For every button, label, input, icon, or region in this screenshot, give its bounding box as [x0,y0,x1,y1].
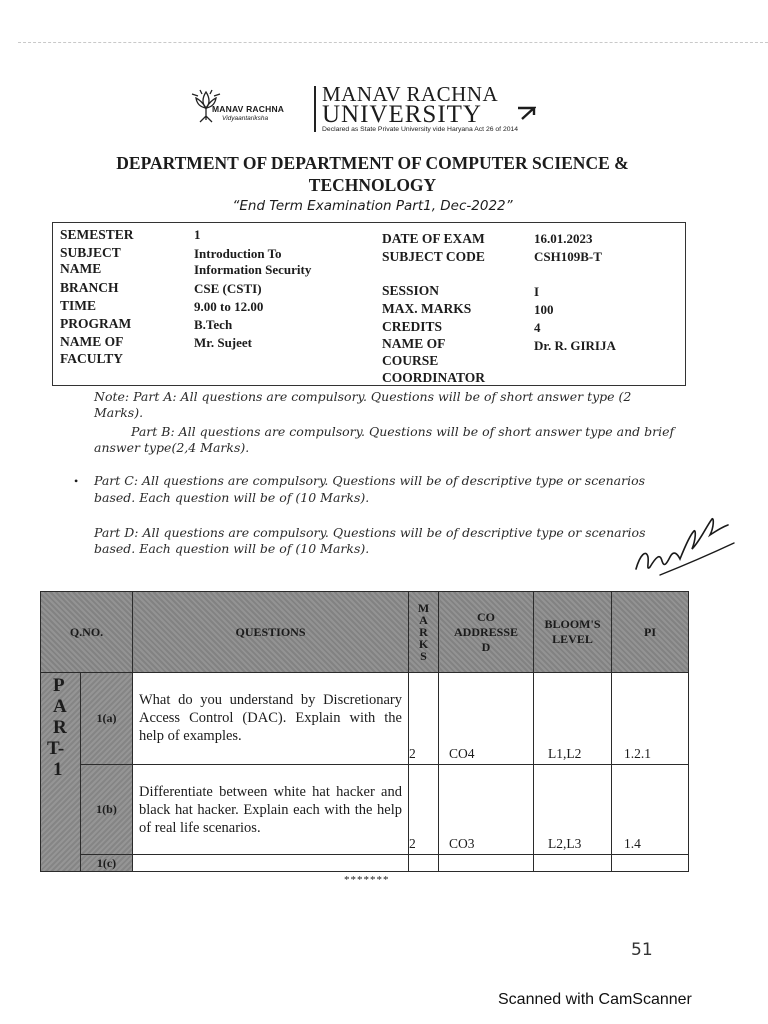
subject-name-label-2: NAME [60,261,102,276]
question-text-cell [133,673,409,765]
time-label: TIME [60,298,97,313]
handwritten-page-mark [630,938,656,960]
handwritten-signature [630,505,740,585]
max-marks-label: MAX. MARKS [382,301,472,316]
question-number: 1(b) [81,765,133,855]
part-letter: 1 [53,759,63,780]
subject-name-value-2: Information Security [194,262,312,277]
header-questions: QUESTIONS [133,592,409,673]
branch-value: CSE (CSTI) [194,281,262,296]
university-name-line2: UNIVERSITY [322,101,482,128]
note-part-a-line-2: Marks). [94,405,144,420]
header-marks [409,592,439,673]
credits-value: 4 [534,320,541,335]
header-co-line-3: D [481,639,491,654]
coordinator-label-2: COURSE [382,353,439,368]
coordinator-label-1: NAME OF [382,336,446,351]
question-marks: 2 [409,765,439,855]
header-pi: PI [612,592,689,673]
table-row [41,855,689,872]
header-blooms-level [534,592,612,673]
question-number: 1(c) [81,855,133,872]
header-marks-letter: M [417,601,430,615]
end-stars: ******* [344,874,390,886]
subject-name-label-1: SUBJECT [60,245,121,260]
branch-label: BRANCH [60,280,119,295]
note-part-d-line-1: Part D: All questions are compulsory. Questions will be of descriptive type or scenarios [94,525,646,540]
header-blooms-line-1: BLOOM'S [544,617,601,631]
part-letter: P [53,675,65,696]
table-header-row [41,592,689,673]
header-co-line-2: ADDRESSE [453,624,519,639]
part-letter: R [53,717,67,738]
page-mark-text: 51 [631,940,653,960]
note-part-a-line-1: Note: Part A: All questions are compulsory. Questions will be of short answer type (2 [94,389,632,404]
question-text-cell [133,765,409,855]
credits-label: CREDITS [382,319,443,334]
faculty-label-1: NAME OF [60,334,124,349]
subject-code-value: CSH109B-T [534,249,602,264]
question-text [133,855,409,872]
program-label: PROGRAM [60,316,132,331]
table-row [41,673,689,765]
program-value: B.Tech [194,317,233,332]
part-letter: A [53,696,67,717]
question-pi: 1.2.1 [612,673,689,765]
note-bullet: • [74,474,79,488]
faculty-value: Mr. Sujeet [194,335,253,350]
part-label-cell [41,673,81,872]
department-title [60,152,685,196]
table-row [41,765,689,855]
question-number: 1(a) [81,673,133,765]
exam-info-fields [52,222,684,384]
date-label: DATE OF EXAM [382,231,485,246]
question-text: Differentiate between white hat hacker and black hat hacker. Explain each with the help of real life scenarios. [139,784,402,836]
semester-value: 1 [194,227,201,242]
question-co: CO3 [439,765,534,855]
time-value: 9.00 to 12.00 [194,299,264,314]
session-value: I [534,284,540,299]
question-text: What do you understand by Discretionary Access Control (DAC). Explain with the help of examples. [139,692,402,744]
institution-logo [182,86,310,130]
part-letter: T- [47,738,65,759]
university-declared: Declared as State Private University vide Haryana Act 26 of 2014 [322,126,519,133]
date-value: 16.01.2023 [534,231,593,246]
faculty-label-2: FACULTY [60,351,124,366]
department-line-2: TECHNOLOGY [308,175,437,195]
question-bloom [534,855,612,872]
exam-title: “End Term Examination Part1, Dec-2022” [232,198,513,214]
question-bloom: L2,L3 [534,765,612,855]
max-marks-value: 100 [534,302,554,317]
note-part-d-line-2: based. Each question will be of (10 Marks). [94,541,370,556]
department-line-1: DEPARTMENT OF DEPARTMENT OF COMPUTER SCIENCE & [116,153,629,173]
note-part-b-line-2: answer type(2,4 Marks). [94,440,250,455]
header-qno: Q.NO. [41,592,133,673]
note-part-c-line-1: Part C: All questions are compulsory. Questions will be of descriptive type or scenarios [94,473,646,488]
question-marks: 2 [409,673,439,765]
header-co-addressed [439,592,534,673]
coordinator-label-3: COORDINATOR [382,370,486,385]
question-co: CO4 [439,673,534,765]
coordinator-value: Dr. R. GIRIJA [534,338,616,353]
top-scan-line [18,42,768,43]
header-marks-letter: R [419,625,428,639]
university-arrow-icon [516,106,536,120]
question-co [439,855,534,872]
note-part-b-line-1: Part B: All questions are compulsory. Questions will be of short answer type and brief [131,424,675,439]
question-marks [409,855,439,872]
session-label: SESSION [382,283,440,298]
question-pi [612,855,689,872]
note-part-c-line-2: based. Each question will be of (10 Marks). [94,490,370,505]
header-co-line-1: CO [477,609,495,624]
camscanner-watermark: Scanned with CamScanner [498,991,692,1008]
logo-small-sub: Vidyaantariksha [222,115,269,122]
header-marks-letter: K [418,637,429,651]
header-marks-letter: A [419,613,428,627]
subject-name-value-1: Introduction To [194,246,282,261]
subject-code-label: SUBJECT CODE [382,249,485,264]
question-pi: 1.4 [612,765,689,855]
question-bloom: L1,L2 [534,673,612,765]
university-name-line1: MANAV RACHNA [322,82,499,106]
header-blooms-line-2: LEVEL [552,632,593,646]
logo-divider [314,86,316,132]
questions-table [40,591,689,872]
semester-label: SEMESTER [60,227,134,242]
header-marks-letter: S [420,649,427,663]
logo-small-name: MANAV RACHNA [212,104,285,114]
